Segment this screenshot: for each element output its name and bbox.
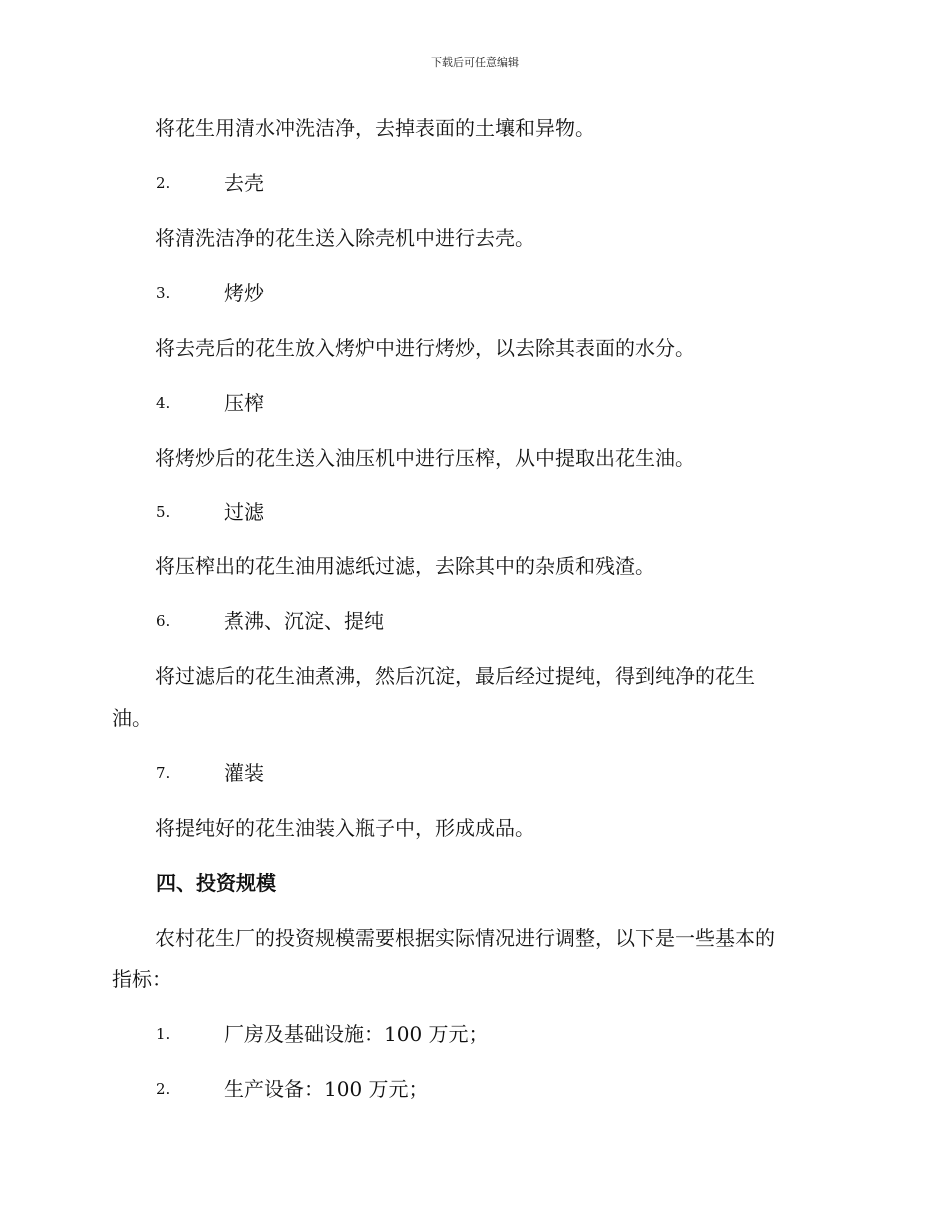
step-4-number: 4. <box>156 394 171 412</box>
section-4-heading: 四、投资规模 <box>156 871 276 895</box>
step-3-title: 烤炒 <box>224 281 264 305</box>
step-6-number: 6. <box>156 612 171 630</box>
step-2-title: 去壳 <box>224 171 264 195</box>
step-5-number: 5. <box>156 503 171 521</box>
investment-item-2-text: 生产设备：100 万元； <box>224 1077 429 1101</box>
step-3-description: 将去壳后的花生放入烤炉中进行烤炒，以去除其表面的水分。 <box>155 336 695 360</box>
step-5-description: 将压榨出的花生油用滤纸过滤，去除其中的杂质和残渣。 <box>155 554 655 578</box>
step-2-number: 2. <box>156 174 171 192</box>
step-7-description: 将提纯好的花生油装入瓶子中，形成成品。 <box>155 816 535 840</box>
step-4-title: 压榨 <box>224 391 264 415</box>
investment-item-1-number: 1. <box>156 1025 171 1043</box>
step-6-description-line2: 油。 <box>112 706 152 730</box>
step-4-description: 将烤炒后的花生送入油压机中进行压榨，从中提取出花生油。 <box>155 446 695 470</box>
investment-item-2-number: 2. <box>156 1080 171 1098</box>
step-6-description-line1: 将过滤后的花生油煮沸，然后沉淀，最后经过提纯，得到纯净的花生 <box>155 664 755 688</box>
header-note: 下载后可任意编辑 <box>431 56 519 69</box>
investment-item-1-text: 厂房及基础设施：100 万元； <box>224 1022 489 1046</box>
step-5-title: 过滤 <box>224 500 264 524</box>
step-7-number: 7. <box>156 764 171 782</box>
section-4-intro-line1: 农村花生厂的投资规模需要根据实际情况进行调整，以下是一些基本的 <box>155 926 775 950</box>
step-2-description: 将清洗洁净的花生送入除壳机中进行去壳。 <box>155 226 535 250</box>
step-1-description: 将花生用清水冲洗洁净，去掉表面的土壤和异物。 <box>155 116 595 140</box>
step-3-number: 3. <box>156 284 171 302</box>
step-6-title: 煮沸、沉淀、提纯 <box>224 609 384 633</box>
section-4-intro-line2: 指标： <box>112 967 172 991</box>
step-7-title: 灌装 <box>224 761 264 785</box>
